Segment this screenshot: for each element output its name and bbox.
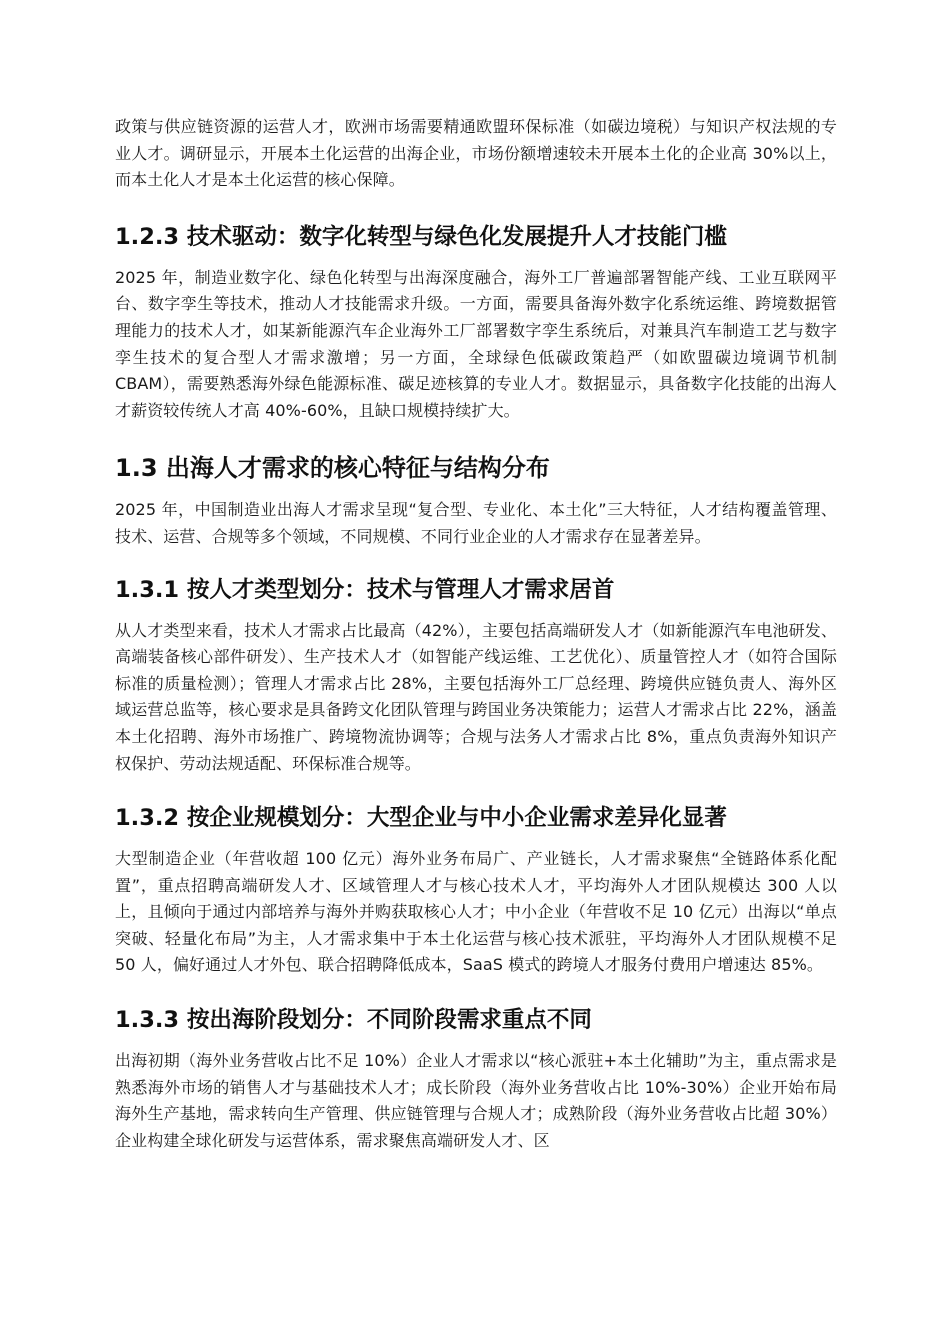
document-body — [115, 114, 837, 1154]
heading-1-3-3: 1.3.3 按出海阶段划分：不同阶段需求重点不同 — [115, 1007, 592, 1034]
heading-1-3-2: 1.3.2 按企业规模划分：大型企业与中小企业需求差异化显著 — [115, 805, 727, 832]
paragraph-localization-talent: 政策与供应链资源的运营人才，欧洲市场需要精通欧盟环保标准（如碳边境税）与知识产权法规的专业人才。调研显示，开展本土化运营的出海企业，市场份额增速较未开展本土化的企业高 30%以上，而本土化人才是本土化运营的核心保障。 — [115, 117, 837, 190]
paragraph-enterprise-scale: 大型制造企业（年营收超 100 亿元）海外业务布局广、产业链长，人才需求聚焦“全链路体系化配置”，重点招聘高端研发人才、区域管理人才与核心技术人才，平均海外人才团队规模达 300 人以上，且倾向于通过内部培养与海外并购获取核心人才；中小企业（年营收不足 10 亿元）出海以“单点突破、轻量化布局”为主，人才需求集中于本土化运营与核心技术派驻，平均海外人才团队规模不足 50 人，偏好通过人才外包、联合招聘降低成本，SaaS 模式的跨境人才服务付费用户增速达 85%。 — [115, 849, 837, 975]
heading-1-3-1: 1.3.1 按人才类型划分：技术与管理人才需求居首 — [115, 576, 615, 603]
paragraph-talent-type: 从人才类型来看，技术人才需求占比最高（42%），主要包括高端研发人才（如新能源汽车电池研发、高端装备核心部件研发）、生产技术人才（如智能产线运维、工艺优化）、质量管控人才（如符合国际标准的质量检测）；管理人才需求占比 28%，主要包括海外工厂总经理、跨境供应链负责人、海外区域运营总监等，核心要求是具备跨文化团队管理与跨国业务决策能力；运营人才需求占比 22%，涵盖本土化招聘、海外市场推广、跨境物流协调等；合规与法务人才需求占比 8%，重点负责海外知识产权保护、劳动法规适配、环保标准合规等。 — [115, 620, 837, 773]
heading-1-3: 1.3 出海人才需求的核心特征与结构分布 — [115, 454, 550, 483]
heading-1-2-3: 1.2.3 技术驱动：数字化转型与绿色化发展提升人才技能门槛 — [115, 223, 727, 250]
paragraph-overseas-stage: 出海初期（海外业务营收占比不足 10%）企业人才需求以“核心派驻+本土化辅助”为主，重点需求是熟悉海外市场的销售人才与基础技术人才；成长阶段（海外业务营收占比 10%-30%）企业开始布局海外生产基地，需求转向生产管理、供应链管理与合规人才；成熟阶段（海外业务营收占比超 30%）企业构建全球化研发与运营体系，需求聚焦高端研发人才、区 — [115, 1051, 837, 1150]
paragraph-tech-driven: 2025 年，制造业数字化、绿色化转型与出海深度融合，海外工厂普遍部署智能产线、工业互联网平台、数字孪生等技术，推动人才技能需求升级。一方面，需要具备海外数字化系统运维、跨境数据管理能力的技术人才，如某新能源汽车企业海外工厂部署数字孪生系统后，对兼具汽车制造工艺与数字孪生技术的复合型人才需求激增；另一方面，全球绿色低碳政策趋严（如欧盟碳边境调节机制 CBAM），需要熟悉海外绿色能源标准、碳足迹核算的专业人才。数据显示，具备数字化技能的出海人才薪资较传统人才高 40%-60%，且缺口规模持续扩大。 — [115, 267, 837, 420]
paragraph-core-features: 2025 年，中国制造业出海人才需求呈现“复合型、专业化、本土化”三大特征，人才结构覆盖管理、技术、运营、合规等多个领域，不同规模、不同行业企业的人才需求存在显著差异。 — [115, 500, 837, 546]
